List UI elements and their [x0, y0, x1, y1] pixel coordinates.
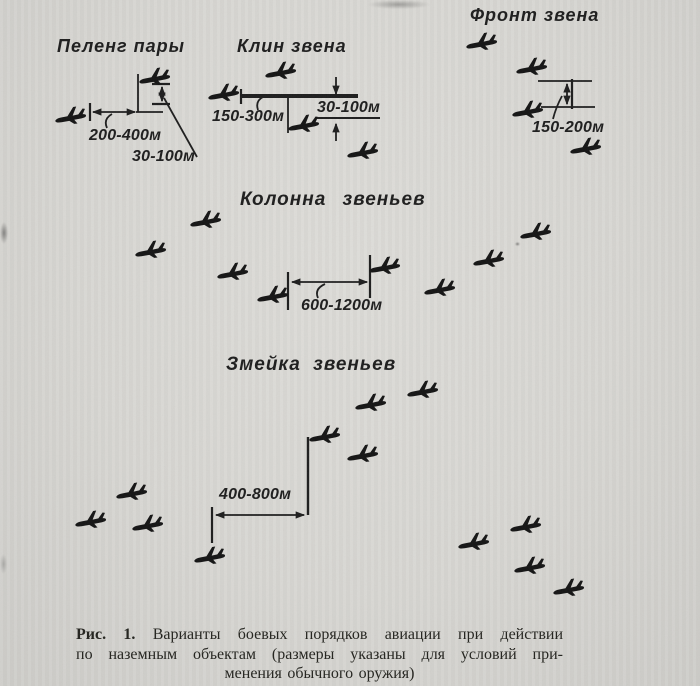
aircraft-icon [133, 239, 167, 261]
aircraft-icon [215, 261, 249, 283]
formation-label-front-zvena: Фронт звена [470, 5, 600, 25]
aircraft-icon [514, 56, 548, 78]
aircraft-icon [551, 577, 585, 599]
aircraft-icon [405, 379, 439, 401]
caption-line-1 [76, 625, 563, 645]
formation-label-zmeyka-zvenev: Змейка звеньев [226, 354, 397, 375]
leader-line [317, 284, 325, 298]
aircraft-icon [188, 209, 222, 231]
aircraft-icon [456, 531, 490, 553]
aircraft-icon [192, 545, 226, 567]
dim-label-zmeyka-zvenev-0: 400-800м [219, 486, 292, 503]
dim-label-peleng-pary-1: 30-100м [132, 148, 196, 165]
aircraft-icon [345, 140, 379, 162]
aircraft-icon [307, 424, 341, 446]
aircraft-icon [206, 82, 240, 104]
aircraft-icon [512, 555, 546, 577]
aircraft-icon [73, 509, 107, 531]
dim-label-klin-zvena-0: 150-300м [212, 108, 285, 125]
formation-label-klin-zvena: Клин звена [237, 36, 347, 56]
aircraft-icon [255, 284, 289, 306]
aircraft-icon [464, 31, 498, 53]
leader-line [106, 114, 112, 128]
caption-figure-label: Рис. 1. [76, 626, 136, 643]
aircraft-icon [53, 105, 87, 127]
caption-line-2: по наземным объектам (размеры указаны для условий при- [76, 645, 563, 663]
aircraft-icon [345, 443, 379, 465]
aircraft-icon [263, 60, 297, 82]
dim-label-klin-zvena-1: 30-100м [317, 99, 380, 119]
aircraft-icon [508, 514, 542, 536]
dim-label-peleng-pary-0: 200-400м [89, 127, 162, 144]
caption-text: Варианты боевых порядков авиации при действии [152, 626, 564, 643]
aircraft-icon [114, 481, 148, 503]
aircraft-icon [130, 513, 164, 535]
aircraft-icon [367, 255, 401, 277]
aircraft-icon [568, 136, 602, 158]
aircraft-icon [471, 248, 505, 270]
aircraft-icon [422, 277, 456, 299]
formation-label-kolonna-zvenev: Колонна звеньев [240, 189, 426, 210]
aircraft-icon [510, 99, 544, 121]
aircraft-icon [353, 392, 387, 414]
aircraft-icon [286, 113, 320, 135]
dim-label-front-zvena-0: 150-200м [532, 119, 605, 136]
aircraft-icon [518, 221, 552, 243]
figure-caption [76, 625, 563, 684]
formation-label-peleng-pary: Пеленг пары [57, 36, 185, 56]
dim-label-kolonna-zvenev-0: 600-1200м [301, 297, 383, 314]
caption-line-3: менения обычного оружия) [224, 665, 415, 682]
